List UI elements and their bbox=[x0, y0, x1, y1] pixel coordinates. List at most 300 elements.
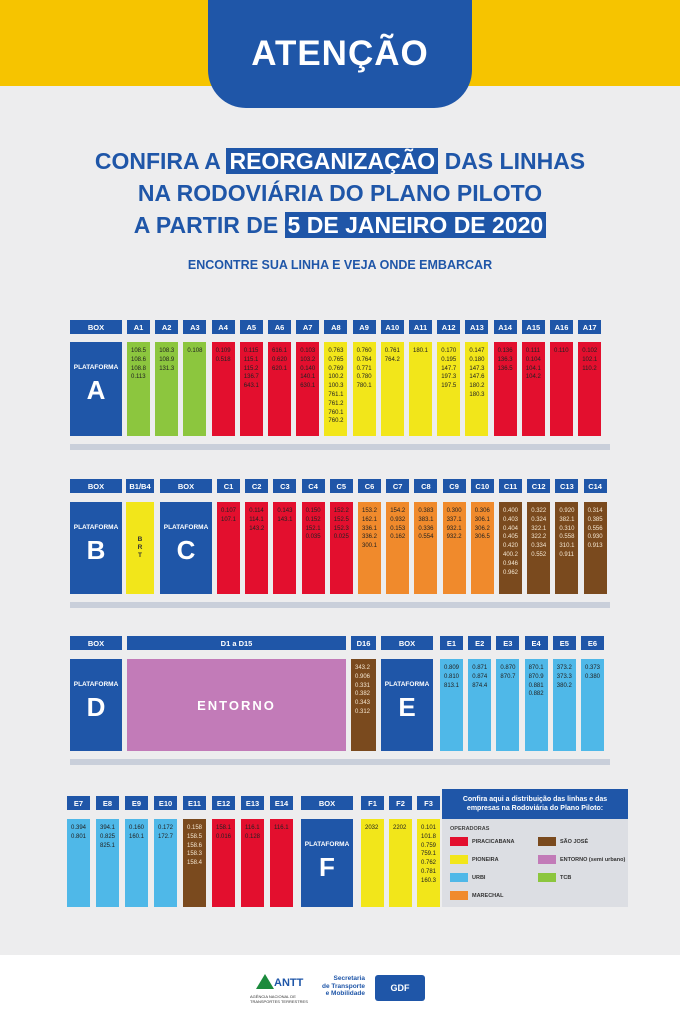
attention-badge bbox=[208, 0, 472, 108]
line-number: 116.1 bbox=[245, 825, 260, 831]
platform-letter: C bbox=[176, 535, 196, 565]
line-number: 0.882 bbox=[528, 691, 544, 698]
bay-column bbox=[296, 342, 319, 436]
box-header: C4 bbox=[302, 479, 325, 493]
legend-panel bbox=[442, 789, 628, 907]
box-header: D1 a D15 bbox=[127, 636, 346, 650]
line-number: 158.6 bbox=[187, 842, 203, 849]
line-number: 0.771 bbox=[356, 365, 372, 372]
line-number: 0.343 bbox=[355, 700, 371, 707]
bay-column bbox=[584, 502, 607, 594]
line-number: 0.312 bbox=[355, 708, 371, 715]
line-number: 310.1 bbox=[559, 543, 575, 550]
box-header: BOX bbox=[70, 636, 122, 650]
line-number: 180.1 bbox=[413, 348, 429, 354]
box-header: E3 bbox=[496, 636, 519, 650]
attention-text: ATENÇÃO bbox=[251, 34, 429, 73]
bay-column bbox=[389, 819, 412, 907]
line-number: 0.920 bbox=[559, 508, 575, 514]
line-number: 382.1 bbox=[559, 516, 575, 523]
brt-column: B R T bbox=[126, 502, 154, 594]
line-number: 373.2 bbox=[556, 665, 572, 671]
bay-column bbox=[358, 502, 381, 594]
box-header: E6 bbox=[581, 636, 604, 650]
legend-swatch bbox=[450, 891, 468, 900]
line-number: 115.1 bbox=[243, 356, 259, 363]
line-number: 870.1 bbox=[528, 665, 544, 671]
box-header: C2 bbox=[245, 479, 268, 493]
line-number: 143.1 bbox=[277, 516, 293, 523]
line-number: 152.5 bbox=[333, 516, 349, 523]
line-number: 0.913 bbox=[587, 543, 603, 550]
bay-column bbox=[417, 819, 440, 907]
platform-word: PLATAFORMA bbox=[73, 681, 119, 688]
platform-block bbox=[160, 502, 212, 594]
secretaria-logo bbox=[322, 975, 365, 998]
bay-column bbox=[324, 342, 347, 436]
line-number: 0.810 bbox=[444, 673, 460, 680]
box-header: C14 bbox=[584, 479, 607, 493]
legend-heading: OPERADORAS bbox=[450, 826, 490, 832]
line-number: 147.3 bbox=[469, 365, 485, 372]
line-number: 108.5 bbox=[131, 348, 147, 354]
box-header: A6 bbox=[268, 320, 291, 334]
line-number: 0.306 bbox=[474, 508, 490, 514]
line-number: 2032 bbox=[365, 825, 379, 831]
line-number: 100.2 bbox=[328, 374, 344, 381]
line-number: 162.1 bbox=[362, 516, 378, 523]
legend-item bbox=[538, 855, 625, 864]
legend-label: SÃO JOSÉ bbox=[560, 838, 589, 845]
line-number: 761.1 bbox=[328, 391, 344, 398]
box-header: A8 bbox=[324, 320, 347, 334]
bay-column bbox=[522, 342, 545, 436]
antt-logo-subtext: AGÊNCIA NACIONAL DE TRANSPORTES TERRESTRES bbox=[250, 994, 308, 1004]
line-number: 0.760 bbox=[356, 348, 372, 354]
line-number: 0.400 bbox=[503, 508, 519, 514]
line-number: 780.1 bbox=[356, 383, 372, 390]
line-number: 102.1 bbox=[582, 356, 598, 363]
line-number: 172.7 bbox=[158, 833, 174, 840]
line-number: 343.2 bbox=[355, 665, 371, 671]
bay-column bbox=[154, 819, 177, 907]
bay-column bbox=[183, 819, 206, 907]
line-number: 616.1 bbox=[272, 348, 288, 354]
title-text: CONFIRA A bbox=[94, 148, 227, 174]
platform-block bbox=[301, 819, 353, 907]
platform-letter: B bbox=[86, 535, 106, 565]
line-number: 0.781 bbox=[421, 868, 437, 875]
bay-column bbox=[581, 659, 604, 751]
bay-column bbox=[499, 502, 522, 594]
box-header: C6 bbox=[358, 479, 381, 493]
title-line-2: NA RODOVIÁRIA DO PLANO PILOTO bbox=[137, 180, 543, 206]
bay-column bbox=[361, 819, 384, 907]
platform-word: PLATAFORMA bbox=[73, 524, 119, 531]
box-header: E4 bbox=[525, 636, 548, 650]
line-number: 0.763 bbox=[328, 348, 344, 354]
box-header: E9 bbox=[125, 796, 148, 810]
legend-swatch bbox=[538, 837, 556, 846]
line-number: 0.518 bbox=[215, 356, 231, 363]
box-header: B1/B4 bbox=[126, 479, 154, 493]
box-header: BOX bbox=[381, 636, 433, 650]
line-number: 0.825 bbox=[100, 833, 116, 840]
line-number: 131.3 bbox=[159, 365, 175, 372]
platform-word: PLATAFORMA bbox=[163, 524, 209, 531]
line-number: 0.107 bbox=[221, 508, 237, 514]
line-number: 0.420 bbox=[503, 543, 519, 550]
line-number: 0.334 bbox=[531, 543, 547, 550]
line-number: 0.405 bbox=[503, 534, 519, 541]
box-header: A13 bbox=[465, 320, 488, 334]
line-number: 0.382 bbox=[355, 691, 371, 698]
line-number: 870.7 bbox=[500, 673, 516, 680]
line-number: 152.3 bbox=[333, 525, 349, 532]
box-header: C12 bbox=[527, 479, 550, 493]
bay-column bbox=[578, 342, 601, 436]
line-number: 0.140 bbox=[300, 365, 316, 372]
secretaria-text: Secretaria bbox=[333, 975, 365, 982]
line-number: 322.2 bbox=[531, 534, 547, 541]
line-number: 0.558 bbox=[559, 534, 575, 541]
line-number: 0.108 bbox=[187, 348, 203, 354]
line-number: 0.114 bbox=[249, 508, 264, 514]
bay-column bbox=[381, 342, 404, 436]
line-number: 0.104 bbox=[525, 356, 541, 363]
box-header: E1 bbox=[440, 636, 463, 650]
line-number: 0.101 bbox=[421, 825, 437, 831]
platform-shelf bbox=[70, 602, 610, 608]
line-number: 394.1 bbox=[100, 825, 116, 831]
line-number: 643.1 bbox=[243, 383, 259, 390]
line-number: 180.3 bbox=[469, 391, 485, 398]
title-text: DAS LINHAS bbox=[438, 148, 586, 174]
line-number: 143.2 bbox=[249, 525, 265, 532]
bay-column bbox=[468, 659, 491, 751]
secretaria-text: e Mobilidade bbox=[325, 990, 365, 997]
line-number: 0.911 bbox=[559, 551, 574, 558]
box-header: A17 bbox=[578, 320, 601, 334]
box-header: A7 bbox=[296, 320, 319, 334]
line-number: 0.932 bbox=[390, 516, 406, 523]
box-header: D16 bbox=[351, 636, 376, 650]
legend-title-line: Confira aqui a distribuição das linhas e das bbox=[462, 796, 608, 803]
line-number: 0.385 bbox=[587, 516, 603, 523]
line-number: 0.780 bbox=[356, 374, 372, 381]
title-text: A PARTIR DE bbox=[133, 212, 285, 238]
box-header: F1 bbox=[361, 796, 384, 810]
bay-column bbox=[440, 659, 463, 751]
gdf-logo: GDF bbox=[375, 975, 425, 1001]
title-highlight: 5 DE JANEIRO DE 2020 bbox=[285, 212, 547, 238]
box-header: E8 bbox=[96, 796, 119, 810]
platform-block bbox=[70, 342, 122, 436]
bay-column bbox=[386, 502, 409, 594]
line-number: 0.310 bbox=[559, 525, 575, 532]
line-number: 0.761 bbox=[384, 348, 400, 354]
legend-swatch bbox=[450, 873, 468, 882]
line-number: 103.2 bbox=[300, 356, 316, 363]
line-number: 0.162 bbox=[390, 534, 406, 541]
line-number: 0.881 bbox=[528, 682, 544, 689]
title-line-3 bbox=[0, 210, 680, 240]
line-number: 813.1 bbox=[444, 682, 460, 689]
line-number: 630.1 bbox=[300, 383, 316, 390]
box-header: A9 bbox=[353, 320, 376, 334]
box-header: BOX bbox=[70, 479, 122, 493]
line-number: 373.3 bbox=[556, 673, 572, 680]
line-number: 180.2 bbox=[469, 383, 485, 390]
line-number: 400.2 bbox=[503, 551, 519, 558]
legend-item bbox=[450, 855, 499, 864]
title-highlight: REORGANIZAÇÃO bbox=[226, 148, 438, 174]
line-number: 760.1 bbox=[328, 409, 344, 416]
line-number: 0.158 bbox=[187, 825, 203, 831]
bay-column bbox=[67, 819, 90, 907]
line-number: 108.8 bbox=[131, 365, 147, 372]
line-number: 0.554 bbox=[418, 534, 434, 541]
legend-item bbox=[450, 873, 485, 882]
platform-letter: D bbox=[86, 692, 106, 722]
platform-block bbox=[70, 502, 122, 594]
legend-swatch bbox=[538, 873, 556, 882]
box-header: A16 bbox=[550, 320, 573, 334]
bay-column bbox=[353, 342, 376, 436]
line-number: 336.2 bbox=[362, 534, 378, 541]
box-header: A14 bbox=[494, 320, 517, 334]
bay-column bbox=[270, 819, 293, 907]
line-number: 760.2 bbox=[328, 418, 344, 425]
line-number: 0.172 bbox=[158, 825, 174, 831]
line-number: 870.9 bbox=[528, 673, 544, 680]
platform-shelf bbox=[70, 759, 610, 765]
line-number: 0.110 bbox=[554, 348, 569, 354]
line-number: 0.153 bbox=[390, 525, 406, 532]
line-number: 0.160 bbox=[129, 825, 145, 831]
line-number: 306.5 bbox=[474, 534, 490, 541]
line-number: 116.1 bbox=[274, 825, 289, 831]
legend-label: PIONEIRA bbox=[472, 856, 499, 863]
line-number: 152.2 bbox=[333, 508, 349, 514]
box-header: F2 bbox=[389, 796, 412, 810]
box-header: E2 bbox=[468, 636, 491, 650]
line-number: 108.3 bbox=[159, 348, 175, 354]
bay-column bbox=[212, 342, 235, 436]
line-number: 108.6 bbox=[131, 356, 147, 363]
line-number: 153.2 bbox=[362, 508, 378, 514]
line-number: 0.025 bbox=[333, 534, 349, 541]
line-number: 0.300 bbox=[446, 508, 462, 514]
legend-item bbox=[450, 837, 514, 846]
line-number: 0.765 bbox=[328, 356, 344, 363]
line-number: 158.5 bbox=[187, 833, 203, 840]
line-number: 0.394 bbox=[71, 825, 87, 831]
bay-column bbox=[217, 502, 240, 594]
line-number: 0.373 bbox=[585, 665, 601, 671]
line-number: 0.147 bbox=[469, 348, 485, 354]
line-number: 932.1 bbox=[446, 525, 462, 532]
line-number: 160.3 bbox=[421, 877, 437, 884]
line-number: 0.111 bbox=[525, 348, 540, 354]
box-header: C3 bbox=[273, 479, 296, 493]
box-header: E14 bbox=[270, 796, 293, 810]
line-number: 322.1 bbox=[531, 525, 547, 532]
legend-swatch bbox=[450, 837, 468, 846]
bay-column bbox=[155, 342, 178, 436]
box-header: E10 bbox=[154, 796, 177, 810]
box-header: A1 bbox=[127, 320, 150, 334]
line-number: 0.152 bbox=[305, 516, 321, 523]
bay-column bbox=[241, 819, 264, 907]
line-number: 0.143 bbox=[277, 508, 293, 514]
line-number: 197.5 bbox=[441, 383, 457, 390]
line-number: 759.1 bbox=[421, 851, 437, 858]
box-header: F3 bbox=[417, 796, 440, 810]
bay-column bbox=[553, 659, 576, 751]
line-number: 0.809 bbox=[444, 665, 460, 671]
bay-column bbox=[127, 342, 150, 436]
line-number: 0.870 bbox=[500, 665, 516, 671]
line-number: 147.7 bbox=[441, 365, 457, 372]
line-number: 0.331 bbox=[355, 682, 371, 689]
bay-column bbox=[330, 502, 353, 594]
line-number: 0.314 bbox=[587, 508, 603, 514]
line-number: 2202 bbox=[393, 825, 407, 831]
legend-item bbox=[450, 891, 503, 900]
line-number: 620.1 bbox=[272, 365, 288, 372]
line-number: 0.874 bbox=[472, 673, 488, 680]
bay-column bbox=[96, 819, 119, 907]
bay-column bbox=[414, 502, 437, 594]
line-number: 115.2 bbox=[243, 365, 259, 372]
line-number: 158.1 bbox=[216, 825, 232, 831]
title-line-1 bbox=[0, 146, 680, 176]
line-number: 0.946 bbox=[503, 560, 519, 567]
bay-column bbox=[437, 342, 460, 436]
legend-title-line: empresas na Rodoviária do Plano Piloto: bbox=[466, 805, 604, 812]
line-number: 0.620 bbox=[272, 356, 288, 363]
legend-swatch bbox=[450, 855, 468, 864]
bay-column bbox=[183, 342, 206, 436]
box-header: A15 bbox=[522, 320, 545, 334]
platform-block bbox=[381, 659, 433, 751]
line-number: 197.3 bbox=[441, 374, 457, 381]
platform-word: PLATAFORMA bbox=[73, 364, 119, 371]
antt-logo-icon bbox=[256, 974, 274, 989]
box-header: BOX bbox=[160, 479, 212, 493]
legend-label: ENTORNO (semi urbano) bbox=[560, 856, 626, 863]
line-number: 0.115 bbox=[243, 348, 259, 354]
line-number: 0.195 bbox=[441, 356, 457, 363]
line-number: 0.035 bbox=[305, 534, 321, 541]
platform-shelf bbox=[70, 444, 610, 450]
line-number: 110.2 bbox=[582, 365, 597, 372]
bay-column bbox=[351, 659, 376, 751]
line-number: 0.764 bbox=[356, 356, 372, 363]
platform-letter: A bbox=[86, 375, 106, 405]
box-header: C8 bbox=[414, 479, 437, 493]
line-number: 0.962 bbox=[503, 569, 519, 576]
legend-label: PIRACICABANA bbox=[472, 838, 515, 845]
line-number: 136.7 bbox=[243, 374, 259, 381]
line-number: 158.4 bbox=[187, 860, 203, 867]
line-number: 0.336 bbox=[418, 525, 434, 532]
platform-block bbox=[70, 659, 122, 751]
line-number: 337.1 bbox=[446, 516, 462, 523]
line-number: 0.552 bbox=[531, 551, 547, 558]
line-number: 0.103 bbox=[300, 348, 316, 354]
bay-column bbox=[471, 502, 494, 594]
subtitle: ENCONTRE SUA LINHA E VEJA ONDE EMBARCAR bbox=[187, 258, 493, 272]
legend-item bbox=[538, 873, 571, 882]
bay-column bbox=[212, 819, 235, 907]
line-number: 160.1 bbox=[129, 833, 145, 840]
bay-column bbox=[245, 502, 268, 594]
line-number: 114.1 bbox=[249, 516, 264, 523]
line-number: 0.403 bbox=[503, 516, 519, 523]
line-number: 0.016 bbox=[216, 833, 232, 840]
bay-column bbox=[550, 342, 573, 436]
line-number: 336.1 bbox=[362, 525, 378, 532]
line-number: 0.759 bbox=[421, 842, 437, 849]
box-header: E11 bbox=[183, 796, 206, 810]
line-number: 932.2 bbox=[446, 534, 462, 541]
line-number: 104.2 bbox=[525, 374, 541, 381]
line-number: 306.1 bbox=[474, 516, 490, 523]
box-header: C11 bbox=[499, 479, 522, 493]
line-number: 380.2 bbox=[556, 682, 572, 689]
box-header: A3 bbox=[183, 320, 206, 334]
line-number: 0.170 bbox=[441, 348, 457, 354]
legend-label: MARECHAL bbox=[472, 892, 504, 899]
line-number: 0.871 bbox=[472, 665, 488, 671]
line-number: 764.2 bbox=[384, 356, 400, 363]
box-header: E12 bbox=[212, 796, 235, 810]
line-number: 152.1 bbox=[305, 525, 321, 532]
bay-column bbox=[302, 502, 325, 594]
box-header: C9 bbox=[443, 479, 466, 493]
line-number: 147.6 bbox=[469, 374, 485, 381]
legend-label: URBI bbox=[472, 874, 486, 881]
bay-column bbox=[240, 342, 263, 436]
line-number: 158.3 bbox=[187, 851, 203, 858]
platform-word: PLATAFORMA bbox=[304, 841, 350, 848]
platform-word: PLATAFORMA bbox=[384, 681, 430, 688]
line-number: 136.5 bbox=[497, 365, 513, 372]
line-number: 0.556 bbox=[587, 525, 603, 532]
box-header: A2 bbox=[155, 320, 178, 334]
legend-item bbox=[538, 837, 588, 846]
line-number: 140.1 bbox=[300, 374, 316, 381]
line-number: 874.4 bbox=[472, 682, 488, 689]
line-number: 0.113 bbox=[131, 374, 146, 381]
platform-letter: F bbox=[319, 852, 335, 882]
line-number: 306.2 bbox=[474, 525, 490, 532]
legend-label: TCB bbox=[560, 874, 572, 881]
box-header: C13 bbox=[555, 479, 578, 493]
bay-column bbox=[555, 502, 578, 594]
line-number: 383.1 bbox=[418, 516, 434, 523]
line-number: 101.8 bbox=[421, 833, 437, 840]
line-number: 136.3 bbox=[497, 356, 513, 363]
bay-column bbox=[268, 342, 291, 436]
bay-column bbox=[527, 502, 550, 594]
box-header: E13 bbox=[241, 796, 264, 810]
box-header: A5 bbox=[240, 320, 263, 334]
line-number: 0.380 bbox=[585, 673, 601, 680]
box-header: A11 bbox=[409, 320, 432, 334]
